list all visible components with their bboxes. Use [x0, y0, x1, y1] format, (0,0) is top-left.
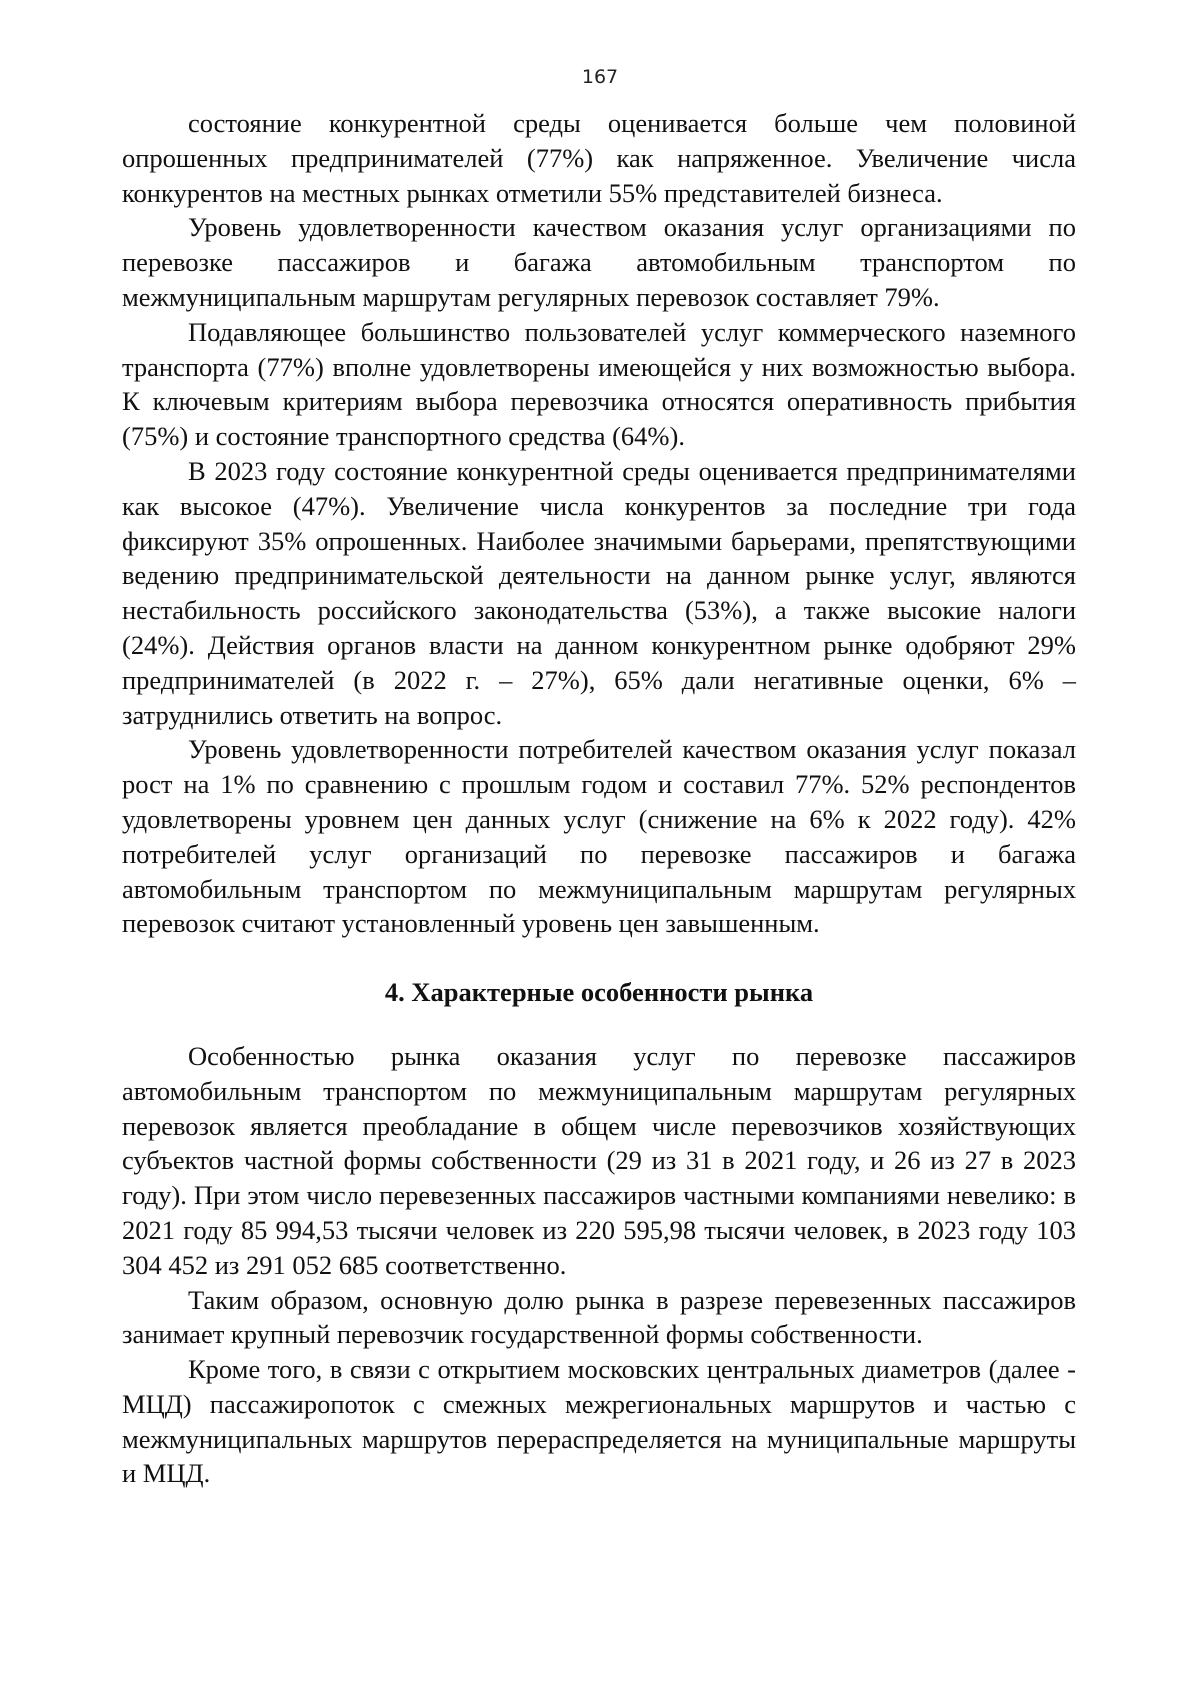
page-number: 167 — [581, 66, 619, 88]
paragraph: Кроме того, в связи с открытием московских центральных диаметров (далее - МЦД) пассажиропоток с смежных межрегиональных маршрутов и частью с межмуниципальных маршрутов перераспределяется на муниципальные маршруты и МЦД. — [122, 1354, 1076, 1489]
paragraph: Уровень удовлетворенности потребителей качеством оказания услуг показал рост на 1% по сравнению с прошлым годом и составил 77%. 52% респондентов удовлетворены уровнем цен данных услуг (снижение на 6% к 2022 году). 42% потребителей услуг организаций по перевозке пассажиров и багажа автомобильным транспортом по межмуниципальным маршрутам регулярных перевозок считают установленный уровень цен завышенным. — [122, 734, 1076, 939]
paragraph: состояние конкурентной среды оценивается больше чем половиной опрошенных предпринимателей (77%) как напряженное. Увеличение числа конкурентов на местных рынках отметили 55% представителей бизнеса. — [122, 108, 1076, 208]
paragraph: Подавляющее большинство пользователей услуг коммерческого наземного транспорта (77%) вполне удовлетворены имеющейся у них возможностью выбора. К ключевым критериям выбора перевозчика относятся оперативность прибытия (75%) и состояние транспортного средства (64%). — [122, 316, 1076, 452]
paragraph: Таким образом, основную долю рынка в разрезе перевезенных пассажиров занимает крупный перевозчик государственной формы собственности. — [122, 1284, 1076, 1350]
page-content — [122, 106, 1076, 1491]
paragraph: В 2023 году состояние конкурентной среды оценивается предпринимателями как высокое (47%). Увеличение числа конкурентов за последние три года фиксируют 35% опрошенных. Наиболее значимыми барьерами, препятствующими ведению предпринимательской деятельности на данном рынке услуг, являются нестабильность российского законодательства (53%), а также высокие налоги (24%). Действия органов власти на данном конкурентном рынке одобряют 29% предпринимателей (в 2022 г. – 27%), 65% дали негативные оценки, 6% – затруднились ответить на вопрос. — [122, 455, 1076, 730]
paragraph: Особенностью рынка оказания услуг по перевозке пассажиров автомобильным транспортом по межмуниципальным маршрутам регулярных перевозок является преобладание в общем числе перевозчиков хозяйствующих субъектов частной формы собственности (29 из 31 в 2021 году, и 26 из 27 в 2023 году). При этом число перевезенных пассажиров частными компаниями невелико: в 2021 году 85 994,53 тысячи человек из 220 595,98 тысячи человек, в 2023 году 103 304 452 из 291 052 685 соответственно. — [122, 1040, 1076, 1280]
section-heading: 4. Характерные особенности рынка — [384, 977, 814, 1008]
paragraph: Уровень удовлетворенности качеством оказания услуг организациями по перевозке пассажиров и багажа автомобильным транспортом по межмуниципальным маршрутам регулярных перевозок составляет 79%. — [122, 212, 1076, 312]
